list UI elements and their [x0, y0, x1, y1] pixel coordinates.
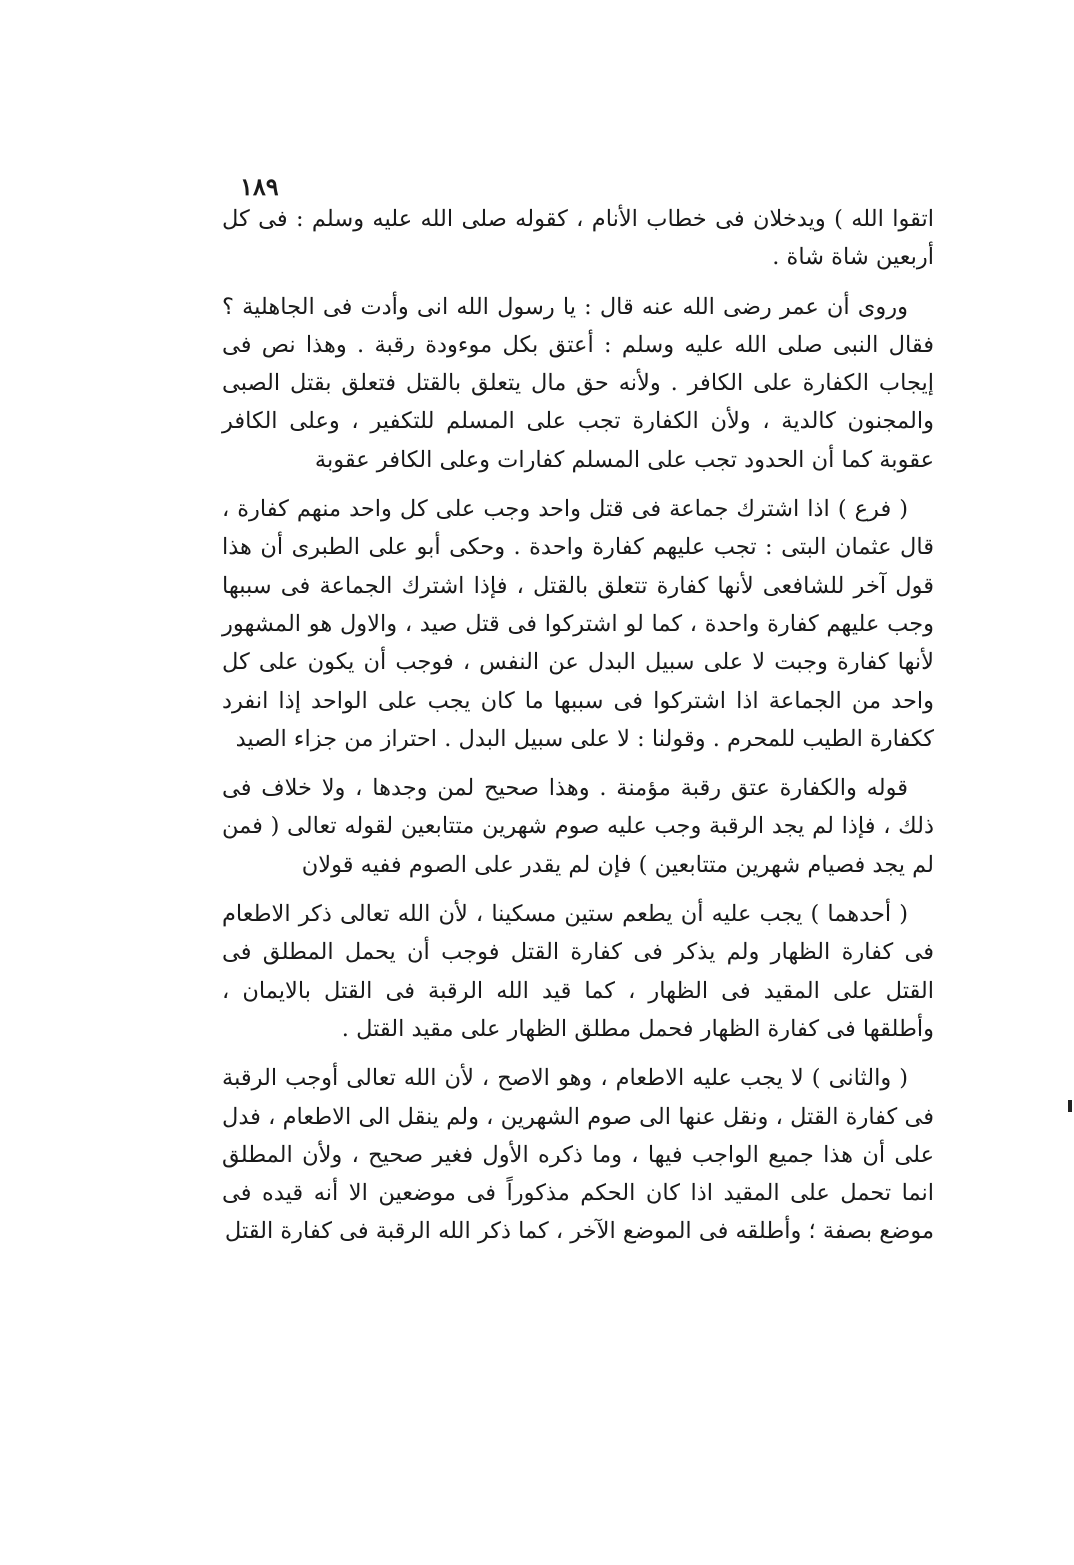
scan-margin-mark — [1068, 1100, 1072, 1112]
paragraph-6: ( والثانى ) لا يجب عليه الاطعام ، وهو الاصح ، لأن الله تعالى أوجب الرقبة فى كفارة القتل ، ونقل عنها الى صوم الشهرين ، ولم ينقل الى الاطعام ، فدل على أن هذا جميع الواجب فيها ، وما ذكره الأول فغير صحيح ، ولأن المطلق انما تحمل على المقيد اذا كان الحكم مذكوراً فى موضعين الا أنه قيده فى موضع بصفة ؛ وأطلقه فى الموضع الآخر ، كما ذكر الله الرقبة فى كفارة القتل — [222, 1065, 934, 1245]
body-text — [222, 200, 934, 1262]
paragraph-5: ( أحدهما ) يجب عليه أن يطعم ستين مسكينا ، لأن الله تعالى ذكر الاطعام فى كفارة الظهار ولم يذكر فى كفارة القتل فوجب أن يحمل المطلق فى القتل على المقيد فى الظهار ، كما قيد الله الرقبة فى القتل بالايمان ، وأطلقها فى كفارة الظهار فحمل مطلق الظهار على مقيد القتل . — [222, 901, 934, 1042]
paragraph-1: اتقوا الله ) ويدخلان فى خطاب الأنام ، كقوله صلى الله عليه وسلم : فى كل أربعين شاة شاة . — [222, 206, 934, 271]
paragraph-3: ( فرع ) اذا اشترك جماعة فى قتل واحد وجب على كل واحد منهم كفارة ، قال عثمان البتى : تجب عليهم كفارة واحدة . وحكى أبو على الطبرى أن هذا قول آخر للشافعى لأنها كفارة تتعلق بالقتل ، فإذا اشترك الجماعة فى سببها وجب عليهم كفارة واحدة ، كما لو اشتركوا فى قتل صيد ، والاول هو المشهور لأنها كفارة وجبت لا على سبيل البدل عن النفس ، فوجب أن يكون على كل واحد من الجماعة اذا اشتركوا فى سببها ما كان يجب على الواحد إذا انفرد ككفارة الطيب للمحرم . وقولنا : لا على سبيل البدل . احتراز من جزاء الصيد — [222, 496, 934, 752]
page-number: ١٨٩ — [240, 172, 279, 201]
paragraph-2: وروى أن عمر رضى الله عنه قال : يا رسول الله انى وأدت فى الجاهلية ؟ فقال النبى صلى الله عليه وسلم : أعتق بكل موءودة رقبة . وهذا نص فى إيجاب الكفارة على الكافر . ولأنه حق مال يتعلق بالقتل فتعلق بقتل الصبى والمجنون كالدية ، ولأن الكفارة تجب على المسلم للتكفير ، وعلى الكافر عقوبة كما أن الحدود تجب على المسلم كفارات وعلى الكافر عقوبة — [222, 293, 934, 473]
paragraph-4: قوله والكفارة عتق رقبة مؤمنة . وهذا صحيح لمن وجدها ، ولا خلاف فى ذلك ، فإذا لم يجد الرقبة وجب عليه صوم شهرين متتابعين لقوله تعالى ( فمن لم يجد فصيام شهرين متتابعين ) فإن لم يقدر على الصوم ففيه قولان — [222, 775, 934, 878]
